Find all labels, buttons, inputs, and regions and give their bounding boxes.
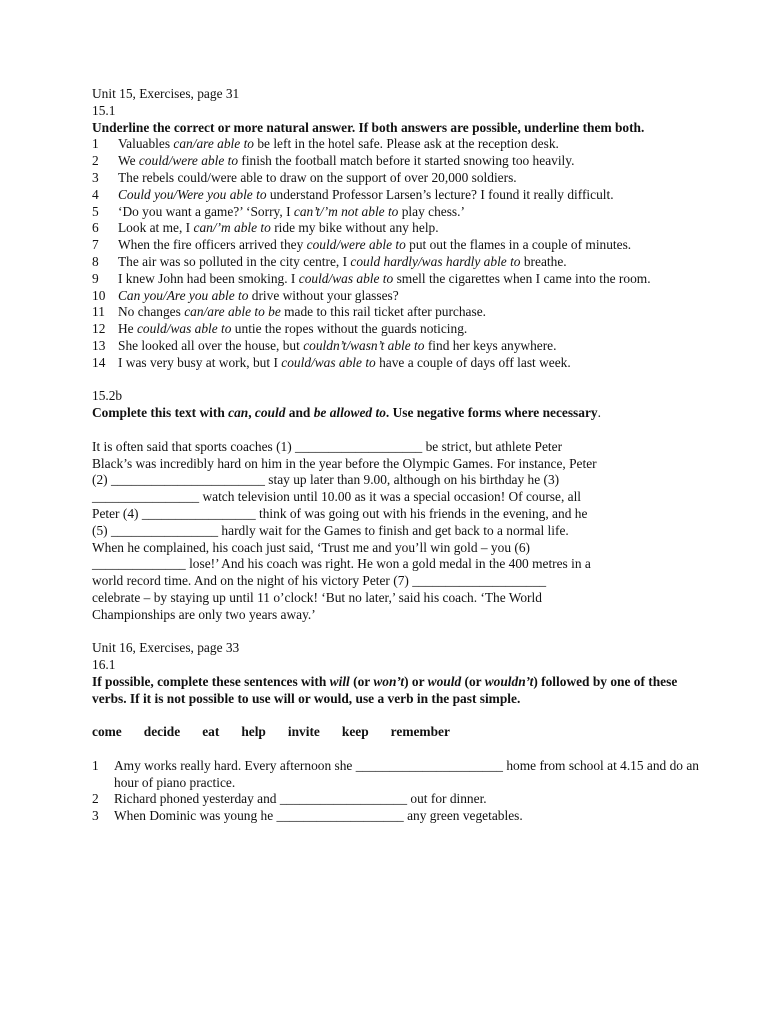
list-item bbox=[92, 808, 708, 825]
exercise-16-1-list bbox=[92, 758, 708, 825]
answer-options: could/was able to bbox=[136, 321, 232, 337]
exercise-15-2b-text bbox=[92, 439, 708, 624]
item-number: 3 bbox=[92, 169, 99, 185]
text-line: (2) _______________________ stay up later than 9.00, although on his birthday he (3) bbox=[92, 472, 560, 488]
item-text: When the fire officers arrived they could/were able to put out the flames in a couple of minutes. bbox=[118, 237, 632, 253]
list-item bbox=[92, 321, 708, 338]
item-text: Can you/Are you able to drive without your glasses? bbox=[118, 287, 399, 303]
answer-options: could/was able to bbox=[281, 354, 376, 370]
item-number: 11 bbox=[92, 304, 105, 320]
item-text: No changes can/are able to be made to this rail ticket after purchase. bbox=[118, 304, 487, 320]
list-item bbox=[92, 187, 708, 204]
list-item bbox=[92, 355, 708, 372]
answer-options: can/are able to be bbox=[184, 304, 281, 320]
item-number: 6 bbox=[92, 220, 99, 236]
item-text: ‘Do you want a game?’ ‘Sorry, I can’t/’m not able to play chess.’ bbox=[118, 203, 465, 219]
item-number: 1 bbox=[92, 757, 99, 773]
verb: invite bbox=[287, 724, 320, 740]
list-item bbox=[92, 220, 708, 237]
answer-options: can’t/’m not able to bbox=[293, 203, 399, 219]
answer-options: can/are able to bbox=[173, 136, 254, 152]
list-item bbox=[92, 304, 708, 321]
item-text: Could you/Were you able to understand Professor Larsen’s lecture? I found it really difficult. bbox=[118, 186, 614, 202]
answer-options: could/was able to bbox=[298, 270, 394, 286]
text-line: (5) ________________ hardly wait for the Games to finish and get back to a normal life. bbox=[92, 522, 569, 538]
item-number: 8 bbox=[92, 253, 99, 269]
list-item bbox=[92, 758, 708, 792]
list-item bbox=[92, 271, 708, 288]
text-line: It is often said that sports coaches (1) ___________________ be strict, but athlete Peter bbox=[92, 438, 563, 454]
verb: eat bbox=[202, 724, 220, 740]
item-text: The air was so polluted in the city centre, I could hardly/was hardly able to breathe. bbox=[118, 253, 567, 269]
exercise-16-1-number: 16.1 bbox=[92, 657, 116, 673]
verb: decide bbox=[143, 724, 181, 740]
unit16-header: Unit 16, Exercises, page 33 bbox=[92, 640, 240, 656]
answer-options: couldn’t/wasn’t able to bbox=[303, 337, 425, 353]
item-number: 1 bbox=[92, 136, 99, 152]
item-number: 2 bbox=[92, 791, 99, 807]
item-number: 12 bbox=[92, 321, 106, 337]
verb: help bbox=[241, 724, 266, 740]
text-line: Black’s was incredibly hard on him in the year before the Olympic Games. For instance, Peter bbox=[92, 455, 597, 471]
verb: keep bbox=[341, 724, 369, 740]
verb-list bbox=[92, 724, 708, 741]
list-item bbox=[92, 153, 708, 170]
text-line: ______________ lose!’ And his coach was right. He won a gold medal in the 400 metres in a bbox=[92, 556, 591, 572]
item-number: 7 bbox=[92, 237, 99, 253]
item-text: I was very busy at work, but I could/was able to have a couple of days off last week. bbox=[118, 354, 571, 370]
answer-options: could/were able to bbox=[138, 153, 239, 169]
exercise-15-2b-number: 15.2b bbox=[92, 388, 123, 404]
unit15-header: Unit 15, Exercises, page 31 bbox=[92, 86, 240, 101]
item-text: Amy works really hard. Every afternoon she ______________________ home from school at 4.15 and do an hour of piano practice. bbox=[114, 757, 699, 790]
list-item bbox=[92, 237, 708, 254]
list-item bbox=[92, 204, 708, 221]
item-number: 9 bbox=[92, 270, 99, 286]
text-line: When he complained, his coach just said, ‘Trust me and you’ll win gold – you (6) bbox=[92, 539, 530, 555]
verb: remember bbox=[390, 724, 450, 740]
list-item bbox=[92, 338, 708, 355]
answer-options: could hardly/was hardly able to bbox=[350, 253, 521, 269]
list-item bbox=[92, 254, 708, 271]
text-line: world record time. And on the night of his victory Peter (7) ____________________ bbox=[92, 573, 547, 589]
item-number: 10 bbox=[92, 287, 106, 303]
list-item bbox=[92, 791, 708, 808]
answer-options: Could you/Were you able to bbox=[118, 186, 267, 202]
item-text: Richard phoned yesterday and ___________________ out for dinner. bbox=[114, 791, 487, 807]
text-line: celebrate – by staying up until 11 o’clock! ‘But no later,’ said his coach. ‘The World bbox=[92, 589, 542, 605]
item-number: 3 bbox=[92, 808, 99, 824]
item-number: 5 bbox=[92, 203, 99, 219]
item-number: 4 bbox=[92, 186, 99, 202]
exercise-15-1-list bbox=[92, 136, 708, 371]
exercise-16-1-instruction: If possible, complete these sentences with will (or won’t) or would (or wouldn’t) followed by one of these verbs. If it is not possible to use will or would, use a verb in the past simple. bbox=[92, 673, 678, 706]
answer-options: could/were able to bbox=[306, 237, 406, 253]
item-text: We could/were able to finish the football match before it started snowing too heavily. bbox=[118, 153, 575, 169]
item-number: 14 bbox=[92, 354, 106, 370]
item-text: Look at me, I can/’m able to ride my bike without any help. bbox=[118, 220, 439, 236]
exercise-15-1-instruction: Underline the correct or more natural answer. If both answers are possible, underline them both. bbox=[92, 119, 645, 135]
list-item bbox=[92, 288, 708, 305]
item-text: When Dominic was young he ___________________ any green vegetables. bbox=[114, 808, 523, 824]
item-text: Valuables can/are able to be left in the hotel safe. Please ask at the reception desk. bbox=[118, 136, 559, 152]
item-number: 2 bbox=[92, 153, 99, 169]
list-item bbox=[92, 136, 708, 153]
verb: come bbox=[92, 724, 122, 740]
item-number: 13 bbox=[92, 337, 106, 353]
item-text: The rebels could/were able to draw on the support of over 20,000 soldiers. bbox=[118, 169, 517, 185]
list-item bbox=[92, 170, 708, 187]
item-text: He could/was able to untie the ropes without the guards noticing. bbox=[118, 321, 468, 337]
exercise-15-1-number: 15.1 bbox=[92, 102, 116, 118]
text-line: ________________ watch television until 10.00 as it was a special occasion! Of course, all bbox=[92, 489, 582, 505]
exercise-15-2b-instruction: Complete this text with can, could and be allowed to. Use negative forms where necessary. bbox=[92, 405, 601, 421]
item-text: She looked all over the house, but couldn’t/wasn’t able to find her keys anywhere. bbox=[118, 337, 557, 353]
text-line: Championships are only two years away.’ bbox=[92, 606, 316, 622]
item-text: I knew John had been smoking. I could/was able to smell the cigarettes when I came into the room. bbox=[118, 270, 651, 286]
answer-options: can/’m able to bbox=[193, 220, 271, 236]
text-line: Peter (4) _________________ think of was going out with his friends in the evening, and he bbox=[92, 505, 588, 521]
answer-options: Can you/Are you able to bbox=[118, 287, 249, 303]
